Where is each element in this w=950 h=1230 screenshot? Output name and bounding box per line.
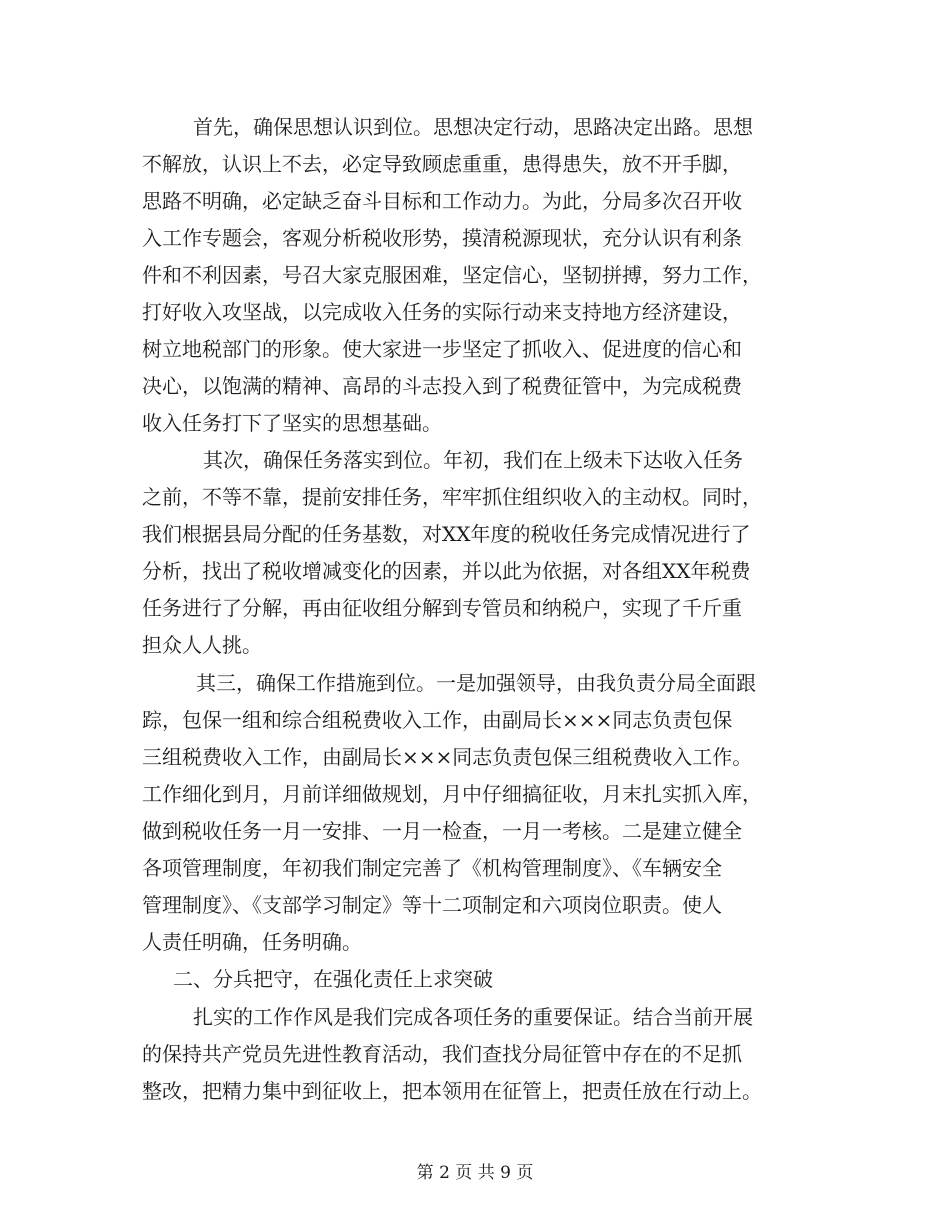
text-line: 三组税费收入工作，由副局长×××同志负责包保三组税费收入工作。 — [142, 745, 753, 769]
text-line: 件和不利因素，号召大家克服困难，坚定信心，坚韧拼搏，努力工作， — [142, 263, 762, 287]
text-line: 分析，找出了税收增减变化的因素，并以此为依据，对各组XX年税费 — [142, 559, 751, 583]
text-line: 之前，不等不靠，提前安排任务，牢牢抓住组织收入的主动权。同时， — [142, 485, 762, 509]
text-line: 整改，把精力集中到征收上，把本领用在征管上，把责任放在行动上。 — [142, 1079, 762, 1103]
text-line: 思路不明确，必定缺乏奋斗目标和工作动力。为此，分局多次召开收 — [142, 189, 742, 213]
text-line: 首先，确保思想认识到位。思想决定行动，思路决定出路。思想 — [193, 115, 753, 139]
text-line: 人责任明确，任务明确。 — [142, 930, 362, 954]
section-heading: 二、分兵把守，在强化责任上求突破 — [173, 967, 493, 991]
text-line: 做到税收任务一月一安排、一月一检查，一月一考核。二是建立健全 — [142, 819, 742, 843]
text-line: 踪，包保一组和综合组税费收入工作，由副局长×××同志负责包保 — [142, 708, 733, 732]
text-line: 工作细化到月，月前详细做规划，月中仔细搞征收，月末扎实抓入库， — [142, 782, 762, 806]
text-line: 入工作专题会，客观分析税收形势，摸清税源现状，充分认识有利条 — [142, 226, 742, 250]
text-line: 我们根据县局分配的任务基数，对XX年度的税收任务完成情况进行了 — [142, 522, 751, 546]
text-line: 各项管理制度，年初我们制定完善了《机构管理制度》、《车辆安全 — [142, 856, 722, 880]
text-line: 其三，确保工作措施到位。一是加强领导，由我负责分局全面跟 — [196, 671, 756, 695]
text-line: 管理制度》、《支部学习制定》等十二项制定和六项岗位职责。使人 — [142, 893, 722, 917]
text-line: 任务进行了分解，再由征收组分解到专管员和纳税户，实现了千斤重 — [142, 596, 742, 620]
page-footer: 第 2 页 共 9 页 — [416, 1163, 534, 1183]
text-line: 树立地税部门的形象。使大家进一步坚定了抓收入、促进度的信心和 — [142, 337, 742, 361]
text-line: 收入任务打下了坚实的思想基础。 — [142, 411, 442, 435]
text-line: 的保持共产党员先进性教育活动，我们查找分局征管中存在的不足抓 — [142, 1042, 742, 1066]
text-line: 打好收入攻坚战，以完成收入任务的实际行动来支持地方经济建设， — [142, 300, 742, 324]
text-line: 其次，确保任务落实到位。年初，我们在上级未下达收入任务 — [203, 448, 743, 472]
text-line: 担众人人挑。 — [142, 633, 262, 657]
text-line: 扎实的工作作风是我们完成各项任务的重要保证。结合当前开展 — [193, 1005, 753, 1029]
text-line: 决心，以饱满的精神、高昂的斗志投入到了税费征管中，为完成税费 — [142, 374, 742, 398]
text-line: 不解放，认识上不去，必定导致顾虑重重，患得患失，放不开手脚， — [142, 152, 742, 176]
